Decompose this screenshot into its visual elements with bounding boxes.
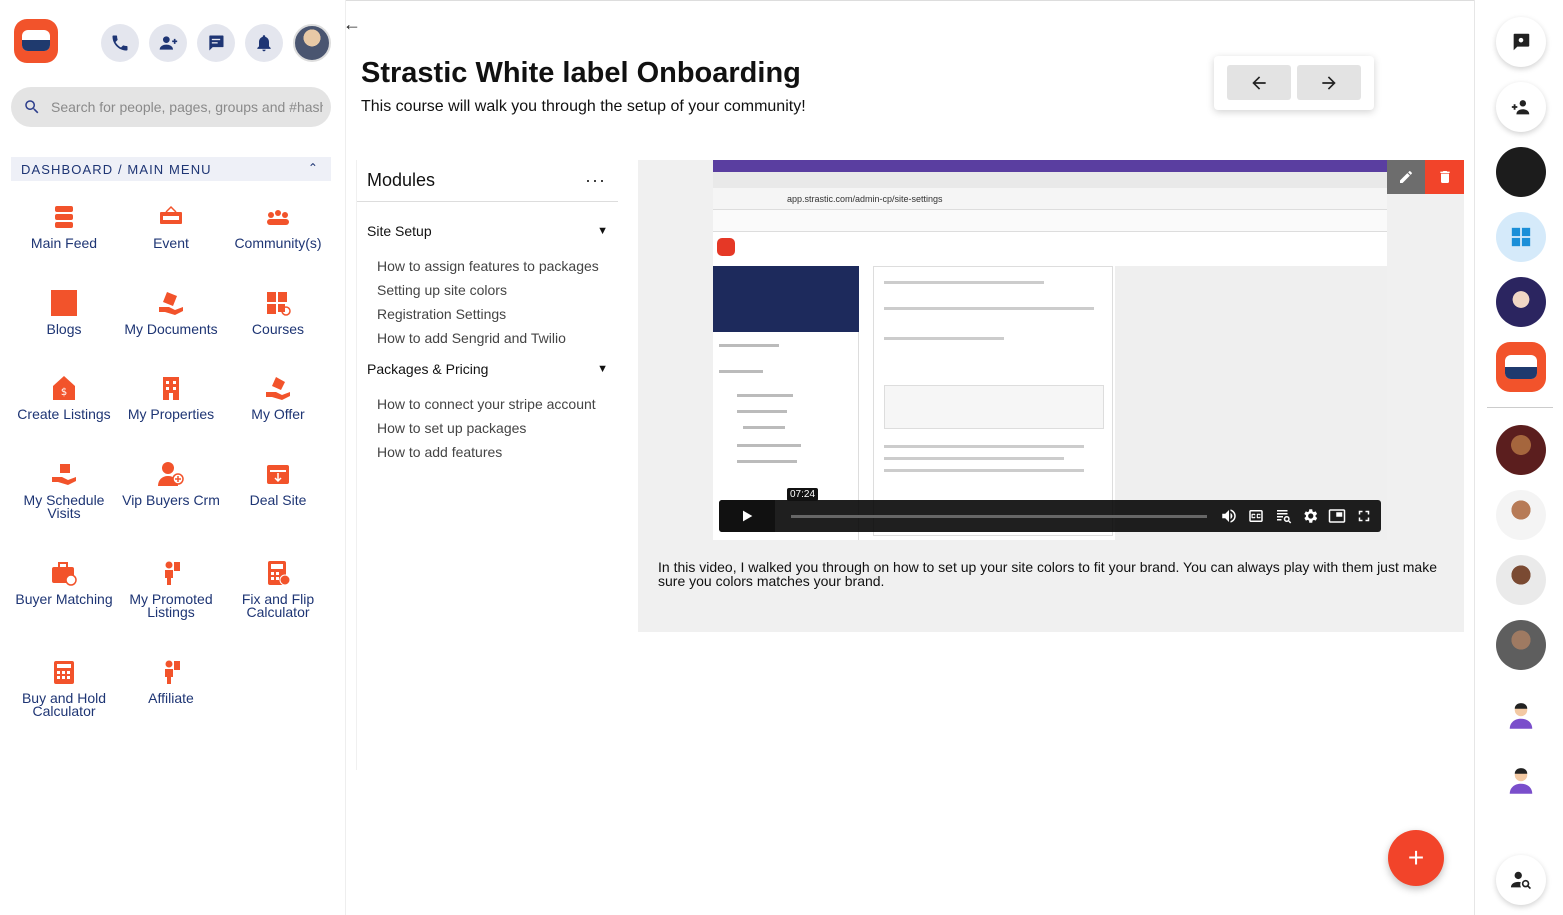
course-subtitle: This course will walk you through the setup of your community! xyxy=(361,98,806,115)
menu-tile-label: Affiliate xyxy=(148,690,194,706)
menu-tile-label: Fix and Flip Calculator xyxy=(241,591,315,620)
more-options-icon[interactable]: ··· xyxy=(585,170,606,190)
previous-lesson-button[interactable] xyxy=(1227,65,1291,100)
menu-tile-my-promoted-listings[interactable] xyxy=(118,559,224,619)
group-add-icon xyxy=(1510,96,1532,118)
community-avatar-grid[interactable] xyxy=(1496,212,1546,262)
menu-tile-label: Blogs xyxy=(46,321,82,337)
menu-tile-label: Buy and Hold Calculator xyxy=(21,690,107,719)
menu-tile-fix-and-flip-calculator[interactable] xyxy=(225,559,331,619)
menu-tile-blogs[interactable] xyxy=(11,289,117,336)
modules-heading: Modules xyxy=(367,170,436,190)
chat-settings-button[interactable] xyxy=(1496,17,1546,67)
contact-avatar-2[interactable] xyxy=(1496,490,1546,540)
transcript-icon[interactable] xyxy=(1274,507,1292,525)
menu-tile-label: Event xyxy=(153,235,189,251)
video-frame-bookmarks xyxy=(713,210,1387,232)
menu-tile-my-offer[interactable] xyxy=(225,374,331,421)
phone-icon[interactable] xyxy=(101,24,139,62)
chevron-down-icon[interactable]: ▼ xyxy=(597,225,608,237)
menu-tile-my-documents[interactable] xyxy=(118,289,224,336)
contact-avatar-default-1[interactable] xyxy=(1496,690,1546,740)
app-logo[interactable] xyxy=(14,19,58,63)
next-lesson-button[interactable] xyxy=(1297,65,1361,100)
schedule-hand-icon xyxy=(50,460,78,488)
search-contacts-button[interactable] xyxy=(1496,855,1546,905)
menu-tile-label: My Schedule Visits xyxy=(23,492,105,521)
menu-tile-label: My Offer xyxy=(251,406,305,422)
menu-tile-label: Buyer Matching xyxy=(15,591,113,607)
captions-icon[interactable] xyxy=(1247,507,1265,525)
menu-tile-label: My Documents xyxy=(124,321,218,337)
video-frame-tabs xyxy=(713,172,1387,188)
lesson-item[interactable]: Registration Settings xyxy=(377,306,507,322)
module-section-site-setup[interactable] xyxy=(357,220,618,242)
menu-tile-label: My Properties xyxy=(127,406,215,422)
video-frame-sidebar xyxy=(713,266,859,540)
lesson-navigation xyxy=(1214,56,1374,110)
menu-tile-label: Main Feed xyxy=(30,235,98,251)
video-frame-settings-panel xyxy=(873,266,1113,536)
windows-grid-icon xyxy=(1510,226,1532,248)
blog-icon xyxy=(50,289,78,317)
lesson-description: In this video, I walked you through on how to set up your site colors to fit your brand. You can always play with them just make sure you colors matches your brand. xyxy=(658,559,1437,589)
menu-tile-main-feed[interactable] xyxy=(11,203,117,250)
right-rail xyxy=(1474,0,1563,915)
calculator-icon xyxy=(264,559,292,587)
courses-icon xyxy=(264,289,292,317)
menu-tile-event[interactable] xyxy=(118,203,224,250)
user-placeholder-icon xyxy=(1506,700,1536,730)
building-icon xyxy=(157,374,185,402)
settings-gear-icon[interactable] xyxy=(1301,507,1319,525)
module-section-packages-pricing[interactable] xyxy=(357,358,618,380)
affiliate-person-icon xyxy=(157,658,185,686)
menu-tile-vip-buyers-crm[interactable] xyxy=(118,460,224,507)
svg-text:$: $ xyxy=(60,387,68,398)
menu-tile-label: Deal Site xyxy=(249,492,307,508)
bell-icon[interactable] xyxy=(245,24,283,62)
lesson-item[interactable]: How to connect your stripe account xyxy=(377,396,596,412)
open-sign-icon xyxy=(157,203,185,231)
video-player[interactable] xyxy=(713,160,1387,540)
stack-icon xyxy=(50,203,78,231)
menu-tile-deal-site[interactable] xyxy=(225,460,331,507)
buyer-matching-icon xyxy=(50,559,78,587)
menu-tile-label: Community(s) xyxy=(234,235,322,251)
menu-tile-my-properties[interactable] xyxy=(118,374,224,421)
user-search-icon xyxy=(1510,869,1532,891)
video-frame-gray-area xyxy=(1115,266,1387,540)
video-time: 07:24 xyxy=(787,488,818,501)
rail-divider xyxy=(1487,407,1553,408)
chat-gear-icon xyxy=(1510,31,1532,53)
user-placeholder-icon xyxy=(1506,765,1536,795)
community-avatar-property[interactable] xyxy=(1496,147,1546,197)
modules-header xyxy=(357,160,618,202)
arrow-right-icon xyxy=(1319,73,1339,93)
chevron-down-icon[interactable]: ▼ xyxy=(597,363,608,375)
menu-tile-courses[interactable] xyxy=(225,289,331,336)
community-icon xyxy=(264,203,292,231)
contact-avatar-default-2[interactable] xyxy=(1496,755,1546,805)
course-title: Strastic White label Onboarding xyxy=(361,57,801,89)
community-avatar-strastic[interactable] xyxy=(1496,342,1546,392)
dashboard-menu-header[interactable] xyxy=(11,157,331,181)
fullscreen-icon[interactable] xyxy=(1355,507,1373,525)
menu-tile-communities[interactable] xyxy=(225,203,331,250)
create-fab-button[interactable]: + xyxy=(1388,830,1444,886)
menu-tile-buy-and-hold-calculator[interactable] xyxy=(11,658,117,718)
calculator-icon xyxy=(50,658,78,686)
add-friend-icon[interactable] xyxy=(149,24,187,62)
delete-lesson-button[interactable] xyxy=(1425,160,1464,194)
search-bar xyxy=(11,87,331,127)
lesson-item[interactable]: How to add Sengrid and Twilio xyxy=(377,330,566,346)
play-button[interactable] xyxy=(719,500,775,532)
lesson-item[interactable]: Setting up site colors xyxy=(377,282,507,298)
promoted-person-icon xyxy=(157,559,185,587)
video-control-icons xyxy=(1220,507,1373,525)
menu-tile-label: My Promoted Listings xyxy=(129,591,213,620)
edit-lesson-button[interactable] xyxy=(1387,160,1425,194)
trash-icon xyxy=(1437,169,1453,185)
menu-tile-buyer-matching[interactable] xyxy=(11,559,117,606)
community-avatar-person[interactable] xyxy=(1496,277,1546,327)
picture-in-picture-icon[interactable] xyxy=(1328,507,1346,525)
add-group-member-button[interactable] xyxy=(1496,82,1546,132)
video-progress-bar[interactable] xyxy=(791,515,1207,518)
deal-site-icon xyxy=(264,460,292,488)
menu-tile-create-listings[interactable] xyxy=(11,374,117,421)
modules-panel xyxy=(356,160,618,770)
lesson-item[interactable]: How to assign features to packages xyxy=(377,258,599,274)
chevron-up-icon[interactable]: ⌃ xyxy=(307,161,319,175)
search-icon xyxy=(23,98,41,116)
vip-user-icon xyxy=(157,460,185,488)
menu-tile-affiliate[interactable] xyxy=(118,658,224,705)
arrow-left-icon xyxy=(1249,73,1269,93)
lesson-item[interactable]: How to set up packages xyxy=(377,420,527,436)
video-controls xyxy=(719,489,1381,532)
collapse-sidebar-arrow-icon[interactable]: ← xyxy=(343,14,361,34)
left-sidebar xyxy=(0,0,346,915)
pencil-icon xyxy=(1398,169,1414,185)
video-frame-logo xyxy=(717,238,735,256)
messages-icon[interactable] xyxy=(197,24,235,62)
document-hand-icon xyxy=(157,289,185,317)
contact-avatar-3[interactable] xyxy=(1496,555,1546,605)
lesson-content xyxy=(638,160,1464,632)
module-section-title: Packages & Pricing xyxy=(367,361,489,377)
volume-icon[interactable] xyxy=(1220,507,1238,525)
search-input[interactable] xyxy=(51,99,323,115)
contact-avatar-4[interactable] xyxy=(1496,620,1546,670)
video-frame-url: app.strastic.com/admin-cp/site-settings xyxy=(713,188,1387,210)
play-icon xyxy=(739,508,755,524)
contact-avatar-1[interactable] xyxy=(1496,425,1546,475)
user-avatar[interactable] xyxy=(293,24,331,62)
menu-tile-label: Courses xyxy=(251,321,305,337)
listing-house-icon xyxy=(50,374,78,402)
module-section-title: Site Setup xyxy=(367,223,432,239)
menu-header-label: DASHBOARD / MAIN MENU xyxy=(21,161,212,177)
offer-hand-icon xyxy=(264,374,292,402)
menu-tile-label: Vip Buyers Crm xyxy=(122,492,220,508)
menu-tile-label: Create Listings xyxy=(17,406,111,422)
lesson-item[interactable]: How to add features xyxy=(377,444,503,460)
menu-tile-my-schedule-visits[interactable] xyxy=(11,460,117,520)
